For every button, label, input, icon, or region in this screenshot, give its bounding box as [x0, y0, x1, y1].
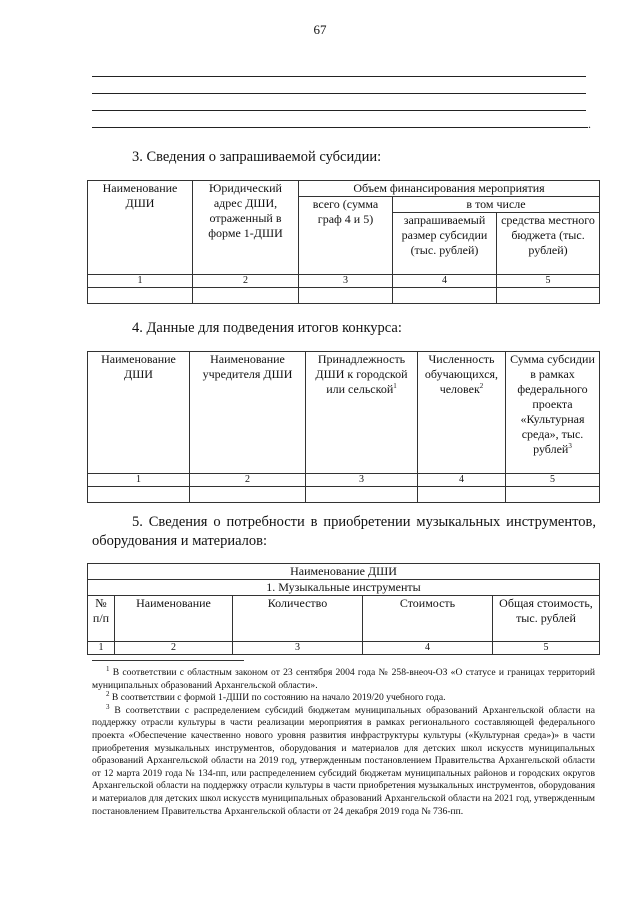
page-number: 67	[313, 22, 327, 37]
footnote-text: В соответствии с областным законом от 23 сентября 2004 года № 258-внеоч-ОЗ «О статусе и границах территорий муниципальных образований Архангельской области».	[92, 667, 595, 691]
col-number: 4	[363, 642, 493, 655]
col-school-name: Наименование ДШИ	[88, 352, 190, 474]
footnote-text: В соответствии с формой 1-ДШИ по состоянию на начало 2019/20 учебного года.	[109, 692, 446, 704]
blank-line	[92, 127, 588, 128]
footnote-mark: 1	[106, 664, 110, 673]
empty-cell	[506, 487, 600, 503]
subsidy-table	[87, 180, 600, 304]
school-name-row: Наименование ДШИ	[88, 564, 600, 580]
section5-heading	[92, 513, 596, 551]
col-number: 3	[299, 275, 393, 288]
col-urban-rural-text: Принадлежность ДШИ к городской или сельской	[315, 352, 408, 396]
col-row-number: № п/п	[88, 596, 115, 642]
col-number: 1	[88, 275, 193, 288]
footnote-mark: 3	[106, 702, 110, 711]
col-founder: Наименование учредителя ДШИ	[190, 352, 306, 474]
footnotes	[92, 664, 595, 818]
section5-heading-line2: оборудования и материалов:	[92, 533, 268, 549]
footnote-ref: 1	[393, 382, 397, 390]
blank-line	[92, 110, 586, 111]
section4-heading: 4. Данные для подведения итогов конкурса:	[132, 320, 402, 336]
footnote-mark: 2	[106, 690, 110, 698]
empty-cell	[497, 288, 600, 304]
empty-cell	[88, 288, 193, 304]
col-subsidy-sum	[506, 352, 600, 474]
empty-cell	[193, 288, 299, 304]
footnote	[92, 664, 595, 692]
col-number: 4	[418, 474, 506, 487]
col-number: 3	[233, 642, 363, 655]
empty-cell	[190, 487, 306, 503]
empty-cell	[88, 487, 190, 503]
col-school-name: Наименование ДШИ	[88, 181, 193, 275]
col-number: 5	[506, 474, 600, 487]
blank-line	[92, 93, 586, 94]
col-urban-rural	[306, 352, 418, 474]
footnote-separator	[92, 660, 244, 661]
col-total: всего (сумма граф 4 и 5)	[299, 197, 393, 275]
needs-table	[87, 563, 600, 655]
empty-cell	[299, 288, 393, 304]
col-number: 5	[497, 275, 600, 288]
section3-heading: 3. Сведения о запрашиваемой субсидии:	[132, 149, 382, 165]
col-subsidy-sum-text: Сумма субсидии в рамках федерального проекта «Культурная среда», тыс. рублей	[510, 352, 595, 456]
col-local-budget: средства местного бюджета (тыс. рублей)	[497, 213, 600, 275]
col-number: 3	[306, 474, 418, 487]
footnote	[92, 692, 595, 705]
col-number: 2	[193, 275, 299, 288]
col-cost: Стоимость	[363, 596, 493, 642]
contest-table	[87, 351, 600, 503]
col-requested: запрашиваемый размер субсидии (тыс. рублей)	[393, 213, 497, 275]
section5-heading-line1: 5. Сведения о потребности в приобретении музыкальных инструментов,	[132, 514, 596, 530]
col-including: в том числе	[393, 197, 600, 213]
footnote-ref: 3	[568, 442, 572, 450]
col-number: 1	[88, 474, 190, 487]
col-number: 2	[115, 642, 233, 655]
footnote-ref: 2	[479, 382, 484, 390]
col-legal-address: Юридический адрес ДШИ, отраженный в форме 1-ДШИ	[193, 181, 299, 275]
col-number: 5	[493, 642, 600, 655]
col-quantity: Количество	[233, 596, 363, 642]
blank-line-period: .	[588, 117, 591, 131]
col-number: 4	[393, 275, 497, 288]
col-number: 2	[190, 474, 306, 487]
empty-cell	[393, 288, 497, 304]
category-row: 1. Музыкальные инструменты	[88, 580, 600, 596]
col-financing-group: Объем финансирования мероприятия	[299, 181, 600, 197]
col-number: 1	[88, 642, 115, 655]
footnote	[92, 702, 595, 818]
col-item-name: Наименование	[115, 596, 233, 642]
footnote-text: В соответствии с распределением субсидий бюджетам муниципальных образований Архангельской области на поддержку отрасли культуры в части реализации мероприятия в рамках регионального составляющей федерального проекта «Обеспечение качественно нового уровня развития инфраструктуры культуры («Культурная среда»)» в части приобретения музыкальных инструментов, оборудования и материалов для детских школ искусств муниципальных образований Архангельской области на 2019 год, утвержденным постановлением Правительства Архангельской области от 12 марта 2019 года № 134-пп, или распределением субсидий бюджетам муниципальных районов и городских округов Архангельской области на поддержку отрасли культуры в части приобретения музыкальных инструментов, оборудования и материалов для детских школ искусств муниципальных образований Архангельской области на 2021 год, утвержденным постановлением Правительства Архангельской области от 24 декабря 2019 года № 736-пп.	[92, 704, 595, 817]
col-students-text: Численность обучающихся, человек	[424, 352, 499, 396]
empty-cell	[418, 487, 506, 503]
col-students	[418, 352, 506, 474]
blank-line	[92, 76, 586, 77]
col-total-cost: Общая стоимость, тыс. рублей	[493, 596, 600, 642]
empty-cell	[306, 487, 418, 503]
